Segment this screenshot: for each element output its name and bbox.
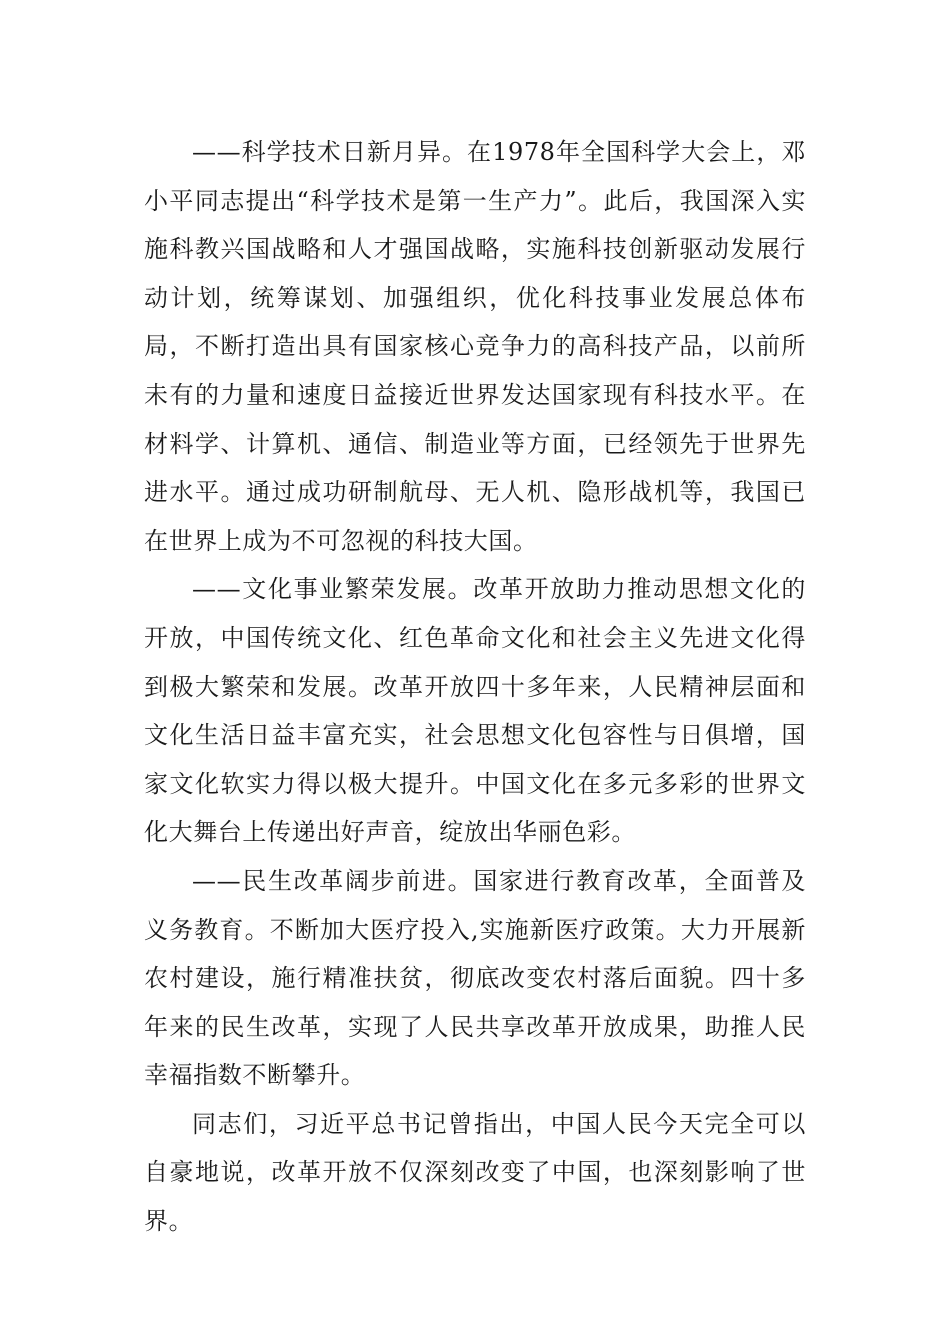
paragraph-culture: ——文化事业繁荣发展。改革开放助力推动思想文化的开放，中国传统文化、红色革命文化和社会主义先进文化得到极大繁荣和发展。改革开放四十多年来，人民精神层面和文化生活日益丰富充实，社会思想文化包容性与日俱增，国家文化软实力得以极大提升。中国文化在多元多彩的世界文化大舞台上传递出好声音，绽放出华丽色彩。: [144, 575, 806, 847]
document-body: [144, 128, 806, 1246]
paragraph-science-technology: ——科学技术日新月异。在1978年全国科学大会上，邓小平同志提出“科学技术是第一生产力”。此后，我国深入实施科教兴国战略和人才强国战略，实施科技创新驱动发展行动计划，统筹谋划、加强组织，优化科技事业发展总体布局，不断打造出具有国家核心竞争力的高科技产品，以前所未有的力量和速度日益接近世界发达国家现有科技水平。在材料学、计算机、通信、制造业等方面，已经领先于世界先进水平。通过成功研制航母、无人机、隐形战机等，我国已在世界上成为不可忽视的科技大国。: [144, 138, 806, 555]
paragraph-livelihood: ——民生改革阔步前进。国家进行教育改革，全面普及义务教育。不断加大医疗投入,实施新医疗政策。大力开展新农村建设，施行精准扶贫，彻底改变农村落后面貌。四十多年来的民生改革，实现了人民共享改革开放成果，助推人民幸福指数不断攀升。: [144, 866, 806, 1090]
paragraph-conclusion: 同志们，习近平总书记曾指出，中国人民今天完全可以自豪地说，改革开放不仅深刻改变了中国，也深刻影响了世界。: [144, 1109, 806, 1236]
